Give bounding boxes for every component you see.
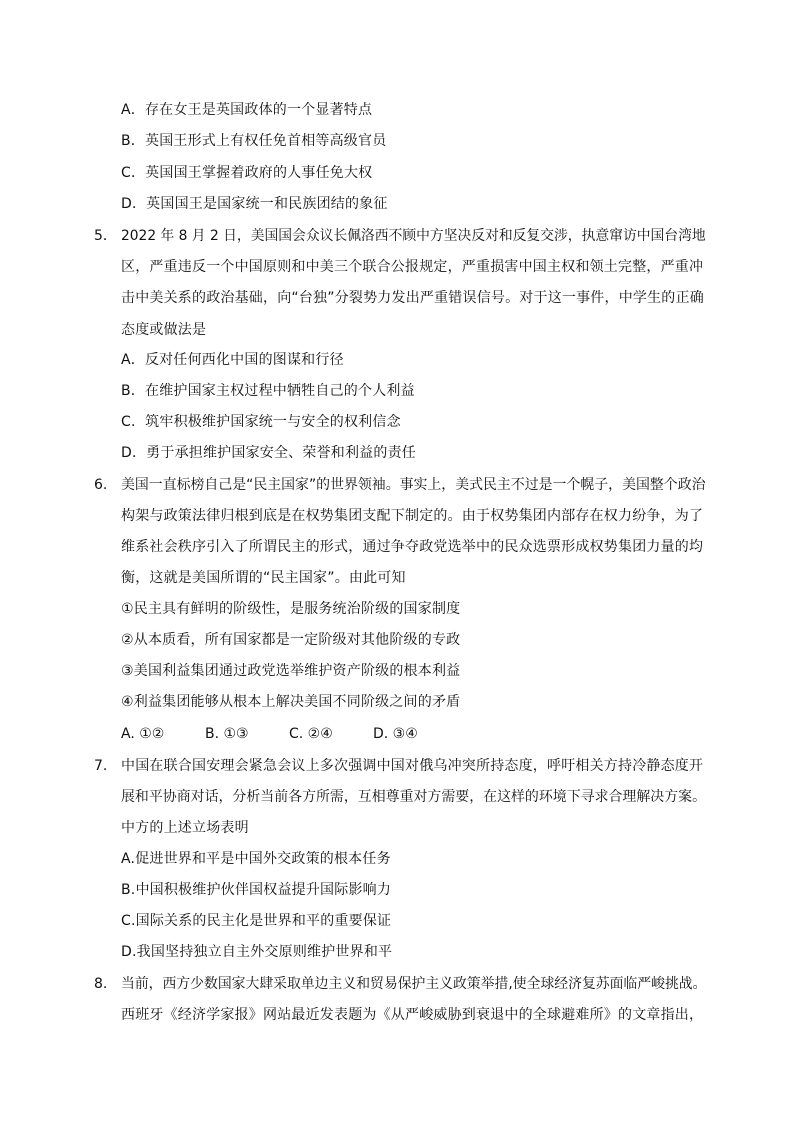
q6-option-a: A. ①②	[121, 726, 165, 742]
q6-statement-4: ④利益集团能够从根本上解决美国不同阶级之间的矛盾	[121, 694, 461, 710]
q7-option-d: D.我国坚持独立自主外交原则维护世界和平	[121, 944, 393, 960]
q6-stem-line-1: 美国一直标榜自己是“民主国家”的世界领袖。事实上，美式民主不过是一个幌子，美国整个政治	[121, 477, 706, 493]
q5-option-b: B．在维护国家主权过程中牺牲自己的个人利益	[121, 383, 415, 399]
q6-stem-line-2: 构架与政策法律归根到底是在权势集团支配下制定的。由于权势集团内部存在权力纷争，为了	[121, 508, 704, 524]
q7-stem-line-2: 展和平协商对话，分析当前各方所需，互相尊重对方需要，在这样的环境下寻求合理解决方案。	[121, 789, 707, 805]
q6-option-d: D. ③④	[373, 726, 418, 742]
q6-statement-1: ①民主具有鲜明的阶级性，是服务统治阶级的国家制度	[121, 601, 461, 617]
q7-option-c: C.国际关系的民主化是世界和平的重要保证	[121, 913, 392, 929]
q4-option-c: C．英国国王掌握着政府的人事任免大权	[121, 165, 373, 181]
q7-stem-line-1: 中国在联合国安理会紧急会议上多次强调中国对俄乌冲突所持态度，呼吁相关方持冷静态度开	[121, 758, 704, 774]
q6-statement-2: ②从本质看，所有国家都是一定阶级对其他阶级的专政	[121, 632, 461, 648]
q6-stem-line-4: 衡，这就是美国所谓的“民主国家”。由此可知	[121, 570, 406, 586]
q7-stem-line-3: 中方的上述立场表明	[121, 820, 249, 836]
q5-stem-line-1: 2022 年 8 月 2 日，美国国会众议长佩洛西不顾中方坚决反对和反复交涉，执意窜访中国台湾地	[121, 228, 706, 244]
q8-stem-line-1: 当前，西方少数国家大肆采取单边主义和贸易保护主义政策举措,使全球经济复苏面临严峻挑战。	[121, 976, 707, 992]
q6-number: 6.	[94, 477, 108, 493]
q6-option-c: C. ②④	[289, 726, 333, 742]
q7-option-b: B.中国积极维护伙伴国权益提升国际影响力	[121, 882, 392, 898]
q4-option-b: B．英国王形式上有权任免首相等高级官员	[121, 133, 387, 149]
q5-option-c: C．筑牢积极维护国家统一与安全的权利信念	[121, 414, 401, 430]
q6-option-b: B. ①③	[205, 726, 249, 742]
q4-option-a: A．存在女王是英国政体的一个显著特点	[121, 102, 373, 118]
q7-number: 7.	[94, 758, 108, 774]
q5-option-d: D．勇于承担维护国家安全、荣誉和利益的责任	[121, 445, 416, 461]
q5-number: 5．	[94, 228, 117, 244]
q8-number: 8.	[94, 976, 108, 992]
q5-stem-line-2: 区，严重违反一个中国原则和中美三个联合公报规定，严重损害中国主权和领土完整，严重冲	[121, 259, 704, 275]
q6-options-row	[121, 724, 457, 744]
q6-stem-line-3: 维系社会秩序引入了所谓民主的形式，通过争夺政党选举中的民众选票形成权势集团力量的均	[121, 539, 704, 555]
q6-statement-3: ③美国利益集团通过政党选举维护资产阶级的根本利益	[121, 663, 461, 679]
q4-option-d: D．英国国王是国家统一和民族团结的象征	[121, 196, 388, 212]
q7-option-a: A.促进世界和平是中国外交政策的根本任务	[121, 851, 391, 867]
q5-option-a: A．反对任何西化中国的图谋和行径	[121, 352, 344, 368]
q5-stem-line-3: 击中美关系的政治基础，向“台独”分裂势力发出严重错误信号。对于这一事件，中学生的正确	[121, 290, 704, 306]
q8-stem-line-2: 西班牙《经济学家报》网站最近发表题为《从严峻威胁到衰退中的全球避难所》的文章指出，	[121, 1007, 704, 1023]
q5-stem-line-4: 态度或做法是	[121, 322, 207, 338]
